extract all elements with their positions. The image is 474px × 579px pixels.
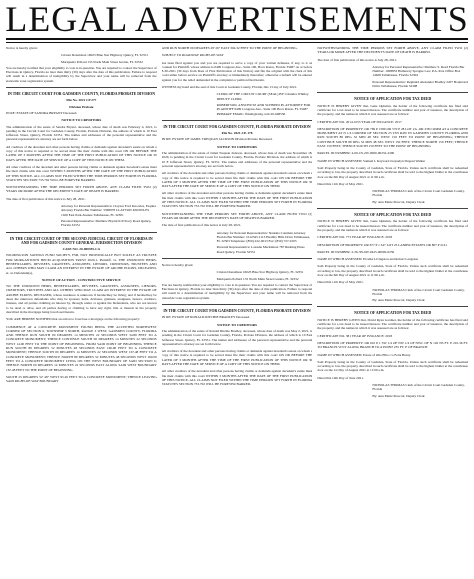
notice-signature: Mariquetta Pollard 133 North Main Street Gretna, FL 32332 xyxy=(216,276,299,281)
notice-paragraph: NAME IN WHICH ASSESSED: Estate of Otis Ellis c/o Fetta Henry xyxy=(317,352,411,357)
notice-paragraph: The administration of the estate of Jamel Trequan Jackson, deceased, whose date of death was November 18, 2020, is pending in the Circuit Court for Gadsden County, Florida, Probate Division, the address of which is 10 E Jefferson Street, Quincy, FL 32351. The names and addresses of the personal representative and the personal representative's attorney are set forth below. xyxy=(161,151,313,168)
notice-paragraph: YOU ARE HEREBY NOTIFIED that an action to foreclose a mortgage on the following property: xyxy=(6,317,140,322)
notice-paragraph: PARCEL ID NUMBER: 4-09-1N-2W-0000-00232-2300 xyxy=(317,151,395,156)
notice-signature: ROBERTSON, ANSCHUTZ AND SCHNEID PL ATTORNEY FOR PLAINTIFF 6409 Congress Ave., Suite 100 Boca Raton, FL 33487 PRIMARY EMAIL: flmail@raslg.com 20-048556 xyxy=(216,102,311,116)
notice-caption: NOTICE TO CREDITORS xyxy=(217,322,257,327)
notice-paragraph: has been filed against you and you are required to serve a copy of your written defenses, if any, to it on counsel for Plaintiff, whose address is 6409 Congress Ave., Suite 100, Boca Raton, Florida 33487 on or before 8-30-2021 (30 days from Date of First Publication of this Notice) and file the original with the clerk of this court either before service on Plaintiff's attorney or immediately thereafter; otherwise a default will be entered against you for the relief demanded in the complaint or petition filed herein. xyxy=(161,60,313,82)
notice-paragraph: Dated this 14th Day of June 2021. xyxy=(317,375,364,380)
notice-heading: IN THE CIRCUIT COURT FOR GADSDEN COUNTY, FLORIDA PROBATE DIVISION xyxy=(7,92,155,97)
notice-paragraph: CERTIFICATE NO. 2014-1055 YEAR OF ISSUANCE: 2017 xyxy=(317,119,402,124)
notice-separator xyxy=(162,120,313,121)
notice-heading: IN THE CIRCUIT COURT FOR GADSDEN COUNTY, FLORIDA PROBATE DIVISION xyxy=(163,309,311,314)
notice-paragraph: Said Property being in the County of Gadsden, State of Florida. Unless such certificate shall be redeemed according to law, the property described in such certificate shall be sold to the highest bidder at the courthouse door on the 6th Day of August 2021 at 11:00 a.m. xyxy=(317,264,469,277)
masthead-title: LEGAL ADVERTISEMENTS xyxy=(5,0,469,39)
column-3 xyxy=(317,46,468,579)
notice-signature: NICHOLAS THOMAS Clerk of the Circuit Court Gadsden County, Florida xyxy=(372,287,465,296)
notice-signature: By: Ann Marie Prescott, Deputy Clerk xyxy=(372,298,425,303)
notice-caption: File No. 2021 CP 277 xyxy=(66,98,97,103)
notice-paragraph: Said Property being in the County of Gadsden, State of Florida. Unless such certificate shall be redeemed according to law, the property described in such certificate shall be sold to the highest bidder at the courthouse door on the 6th Day of August 2021 at 11:00 a.m. xyxy=(317,165,469,179)
notice-paragraph: SUBJECT TO ROADWAY RIGHT-OF-WAY xyxy=(161,53,224,58)
notice-paragraph: NOTWITHSTANDING THE TIME PERIODS SET FORTH ABOVE, ANY CLAIM FILED TWO (2) YEARS OR MORE AFTER THE DECEDENT'S DATE OF DEATH IS BARRED. xyxy=(6,185,157,194)
notice-separator xyxy=(317,306,468,307)
notice-heading: IN THE CIRCUIT COURT OF THE SECOND JUDICIAL CIRCUIT OF FLORIDA IN AND FOR GADSDEN COUNTY GENERAL JURISDICTION DIVISION xyxy=(10,236,153,245)
notice-paragraph: All creditors of the decedent and other persons having claims or demands against decedent's estate on whom a copy of this notice is required to be served must file their claims with this court ON OR BEFORE THE LATER OF 3 MONTHS AFTER THE TIME OF THE FIRST PUBLICATION OF THIS NOTICE OR 30 DAYS AFTER THE DATE OF SERVICE OF A COPY OF THIS NOTICE ON THEM. xyxy=(161,171,313,189)
notice-paragraph: COMMENCE AT A CONCRETE MONUMENT FOUND BEING THE ACCEPTED NORTHWEST CORNER OF SECTION 6, TOWNSHIP 3 NORTH, RANGE 3 WEST, GADSDEN COUNTY, FLORIDA AND THENCE RUN SOUTH 00 DEGREES 14 MINUTES 22 SECONDS WEST 34.86 FEET TO A CONCRETE MONUMENT; THENCE CONTINUE SOUTH 00 DEGREES 14 MINUTES 22 SECONDS WEST 14.00 FEET TO THE POINT OF BEGINNING. FROM SAID POINT OF BEGINNING THENCE RUN SOUTH 89 DEGREES 52 MINUTES 48 SECONDS EAST 160.00 FEET TO A CONCRETE MONUMENT; THENCE SOUTH 00 DEGREES 14 MINUTES 22 SECONDS WEST 167.48 FEET TO A CONCRETE MONUMENT; THENCE NORTH 89 DEGREES 52 MINUTES 48 SECONDS WEST 160.00 FEET TO A CONCRETE MONUMENT LYING ON THE WEST BOUNDARY OF SAID SECTION 6; THENCE NORTH 00 DEGREES 14 MINUTES 22 SECONDS EAST ALONG SAID WEST BOUNDARY 167.48 FEET TO THE POINT OF BEGINNING. xyxy=(6,324,157,372)
notice-paragraph: NAME IN WHICH ASSESSED: Samuel L Kayward Jacquelyn Dupont Walker xyxy=(317,158,426,163)
notice-separator xyxy=(6,87,157,88)
notice-caption: NOTICE TO CREDITORS xyxy=(217,144,257,149)
notice-paragraph: All other creditors of the decedent and other persons having claims or demands against decedent's estate must file their claims with this court WITHIN 3 MONTHS AFTER THE DATE OF THE FIRST PUBLICATION OF THIS NOTICE. ALL CLAIMS NOT FILED WITHIN THE TIME PERIODS SET FORTH IN FLORIDA STATUTES SECTION 733.702 WILL BE FOREVER BARRED. xyxy=(161,191,313,209)
notice-signature: Attorney for Personal Representative: Clayton Ford Knowles, Esquire Attorney Florida Bar Number: 3368978 CLAYTON KNOWLES 1026 East Park Avenue Tallahassee, FL 32301 xyxy=(61,204,157,217)
notice-signature: By: Ann Marie Prescott, Deputy Clerk xyxy=(372,199,425,204)
notice-paragraph: NOTICE IS HEREBY GIVEN that, Gene Ophelan, the holder of the following certificate has filed said certificate for a tax deed to be issued thereon. The certificate number and year of issuance, the description of the property, and the names in which it was assessed are as follows: xyxy=(317,219,469,232)
notice-paragraph: The date of first publication of this notice is July 28, 2021. xyxy=(161,223,242,228)
notice-heading: NOTICE OF APPLICATION FOR TAX DEED xyxy=(354,213,432,218)
notice-separator xyxy=(317,208,468,209)
notice-paragraph: CERTIFICATE NO. 773 YEAR OF ISSUANCE: 2018 xyxy=(317,235,393,240)
notice-paragraph: NOTWITHSTANDING THE TIME PERIODS SET FORTH ABOVE, ANY CLAIM FILED TWO (2) YEARS OR MORE AFTER THE DECEDENT'S DATE OF DEATH IS BARRED. xyxy=(161,211,313,220)
notice-paragraph: SOUTH 25 DEGREES 52' 48" WEST 95.20 FEET TO A CONCRETE MONUMENT; THENCE LEAVING SAID RIGHT-OF-WAY BOUNDARY xyxy=(6,374,157,384)
notice-paragraph: All other creditors of the decedent and other persons having claims or demands against decedent's estate must file their claims with this court WITHIN 3 MONTHS AFTER THE DATE OF THE FIRST PUBLICATION OF THIS NOTICE. ALL CLAIMS NOT FILED WITHIN THE TIME PERIODS SET FORTH IN FLORIDA STATUTES SECTION 733.702 WILL BE FOREVER BARRED. xyxy=(161,369,313,387)
notice-paragraph: PARCEL ID NUMBER: 2-36-3N-6W-0425-00000-0250 xyxy=(317,249,395,254)
notice-signature: CLERK OF THE CIRCUIT COURT (SEAL) BY: Chandra Whitley DEPUTY CLERK xyxy=(216,92,309,101)
notice-paragraph: You are hereby notified that your eligibility to vote is in question. You are required to contact the Supervisor of Elections in Quincy, Florida no later than thirty (30) days after the date of this publication. Failure to respond will result in a determination of ineligibility by the Supervisor and your name will be removed from the statewide voter registration system. xyxy=(161,282,313,300)
notice-separator xyxy=(317,92,468,93)
notice-paragraph: The administration of the estate of Ronald Ritchie Bradley, deceased, whose date of death was May 2, 2021, is pending in the Circuit Court for Gadsden County, Florida, Probate Division, the address of which is 10 East Jefferson Street, Quincy, FL 32351. The names and addresses of the personal representative and the personal representative's attorney are set forth below. xyxy=(161,328,313,346)
notice-paragraph: NOTICE IS HEREBY GIVEN that, David Ryan Gardner, the holder of the following certificate has filed said certificate for a tax deed to be issued thereon. The certificate number and year of issuance, the description of the property, and the names in which it was assessed are as follows: xyxy=(317,317,469,331)
notice-signature: Cristan Donaldson 16025 Blue Star Highway Quincy, FL 32351 xyxy=(216,270,304,275)
notice-caption: File No. 2021-CP-178 xyxy=(221,131,253,136)
notice-paragraph: NOTWITHSTANDING THE TIME PERIODS SET FORTH ABOVE, ANY CLAIM FILED TWO (2) YEARS OR MORE AFTER THE DECEDENT'S DATE OF DEATH IS BARRED. xyxy=(317,46,469,55)
column-2 xyxy=(162,46,313,579)
notice-signature: Attorney for Personal Representative: Matthew S. Reed Florida Bar Number: 1008853 Hathaway Sprague Law, P.A. Post Office Box 14628 Tallahassee, Florida 32304 xyxy=(372,64,465,78)
notice-paragraph: Notice is hereby given: xyxy=(6,46,38,50)
notice-paragraph: NOTICE IS HEREBY GIVEN that, Gene Ophelan, the holder of the following certificate has filed said certificate for a tax deed to be issued thereon. The certificate number and year of issuance, the description of the property, and the names in which it was assessed are as follows: xyxy=(317,103,469,117)
columns xyxy=(6,46,468,579)
notice-paragraph: The date of first publication of this notice is July 28, 2021. xyxy=(317,57,397,62)
notice-paragraph: WITNESS my hand and the seal of this Court at Gadsden County, Florida, this 13 day of July 2021. xyxy=(161,85,298,90)
notice-paragraph: The date of first publication of this notice is July 28, 2021. xyxy=(6,196,86,201)
notice-signature: Attorney for Personal Representative: Natasha Coleman Attorney Florida Bar Number: 1012345 2113 Healthy Hills Drive Tallahassee, FL 32303 Telephone: (850) 222-0013 Fax: (850) 727-0105 xyxy=(216,230,311,244)
notice-paragraph: NAME IN WHICH ASSESSED: Elcalka Livingston and Robert Langston xyxy=(317,257,419,262)
notice-paragraph: DESCRIPTION OF PROPERTY: OR 769 P 1580 OR 570 P 28 LOT 2A -OR 238 COMM AT A CONCRETE MONUMENT AT N 1/4 CORNER OF SECTION 25 T3N R4W IN GADSDEN COUNTY FLORIDA AND RUN SOUTH 89 DEG 52 MIN 48 SEC WEST 150 FEET TO POINT OF BEGINNING; THENCE CONTINUE SOUTH 89 DEG 52 MIN 48 SEC WEST 150 FEET; THENCE NORTH 150 FEET; THENCE EAST 150 FEET; THENCE SOUTH 150 FEET TO THE POINT OF BEGINNING xyxy=(317,126,469,149)
notice-paragraph: IN RE: ESTATE OF RONALD RITCHIE BRADLEY Deceased. xyxy=(161,315,250,320)
notice-signature: NICHOLAS THOMAS Clerk of the Circuit Court Gadsden County, Florida xyxy=(372,189,465,198)
notice-separator xyxy=(162,258,313,259)
notice-paragraph: IN RE: ESTATE OF SANDRA BRYANT Deceased. xyxy=(6,110,78,115)
notice-heading: NOTICE OF APPLICATION FOR TAX DEED xyxy=(354,311,432,316)
notice-paragraph: All creditors of the decedent and other persons having claims or demands against decedent's estate on whom a copy of this notice is required to be served must file their claims with this court ON OR BEFORE THE LATER OF 3 MONTHS AFTER THE TIME OF THE FIRST PUBLICATION OF THIS NOTICE OR 30 DAYS AFTER THE DATE OF SERVICE OF A COPY OF THIS NOTICE ON THEM. xyxy=(161,349,313,367)
notice-separator xyxy=(6,232,157,233)
column-1 xyxy=(6,46,157,579)
notice-paragraph: TO: THE UNKNOWN HEIRS, BENEFICIARIES, DEVISEES, GRANTEES, ASSIGNEES, LIENORS, CREDITORS, TRUSTEES AND ALL OTHERS WHO MAY CLAIM AN INTEREST IN THE ESTATE OF ARCHIE ELKINS, DECEASED, whose residence is unknown if he/she/they be living; and if he/she/they be dead, the unknown defendants who may be spouses, heirs, devisees, grantees, assignees, lienors, creditors, trustees, and all parties claiming an interest by, through, under or against the Defendants, who are not known to be dead or alive, and all parties having or claiming to have any right, title or interest in the property described in the mortgage being foreclosed herein. xyxy=(6,284,157,314)
notice-paragraph: DESCRIPTION OF PROPERTY: OR 610 P 1 SW 1/4 OF NW 1/4 OF NWC OF N 102 NS FT. E 201.36 FT. TO BRANCH, W/LY ALONG BRANCH TO A POINT 235 FT. E OF BRANCH xyxy=(317,340,469,350)
notice-paragraph: CERTIFICATE NO. 381 YEAR OF ISSUANCE: 2018 xyxy=(317,333,393,338)
notice-paragraph: Notice is hereby given: xyxy=(161,262,194,267)
masthead-rule xyxy=(6,42,468,43)
notice-paragraph: All other creditors of the decedent and other persons having claims or demands against decedent's estate must file their claims with this court WITHIN 3 MONTHS AFTER THE DATE OF THE FIRST PUBLICATION OF THIS NOTICE. ALL CLAIMS NOT FILED WITHIN THE TIME PERIODS SET FORTH IN FLORIDA STATUTES SECTION 733.702 WILL BE FOREVER BARRED. xyxy=(6,164,157,182)
notice-heading: NOTICE OF APPLICATION FOR TAX DEED xyxy=(354,97,432,102)
notice-signature: NICHOLAS THOMAS Clerk of the Circuit Court Gadsden County, Florida xyxy=(372,383,465,392)
notice-signature: Cristan Donaldson 16025 Blue Star Highway Quincy, FL 32351 xyxy=(61,53,148,58)
notice-paragraph: You are hereby notified that your eligibility to vote is in question. You are required to contact the Supervisor of Elections in Quincy, Florida no later than thirty (30) days after the date of this publication. Failure to respond will result in a determination of ineligibility by the Supervisor and your name will be removed from the statewide voter registration system. xyxy=(6,65,157,83)
notice-signature: Personal Representative: Matthew Bryant 619 Stacy Road Quincy, Florida 32351 xyxy=(61,218,152,228)
notice-caption: NOTICE OF ACTION - CONSTRUCTIVE SERVICE xyxy=(41,277,121,282)
notice-paragraph: DESCRIPTION OF PROPERTY: OR 677 P 1 347 LOT 25 LANIER ESTATES OR 807 P 2141 xyxy=(317,242,448,247)
notice-signature: Mariquetta Pollard 133 North Main Street Gretna, FL 32332 xyxy=(61,59,143,64)
notice-paragraph: WILMINGTON SAVINGS FUND SOCIETY, FSB, NOT INDIVIDUALLY BUT SOLELY AS TRUSTEE FOR MORGANTOWN HECM ACQUISITION TRUST 2020-1, Plaintiff, vs. THE UNKNOWN HEIRS, BENEFICIARIES, DEVISEES, GRANTEES, ASSIGNEES, LIENORS, CREDITORS, TRUSTEES AND ALL OTHERS WHO MAY CLAIM AN INTEREST IN THE ESTATE OF ARCHIE ELKINS, DECEASED, et. al. Defendant(s), xyxy=(6,253,157,275)
notice-signature: Personal Representative: Lasasha Mackinnon 787 Rushing Pines Road Quincy, Florida 32351 xyxy=(216,245,305,254)
notice-paragraph: AND RUN NORTH 00 DEGREES 28' 26" EAST 304.32 FEET TO THE POINT OF BEGINNING. xyxy=(161,46,298,50)
notice-caption: NOTICE TO CREDITORS xyxy=(61,118,102,123)
notice-paragraph: Dated this 11th Day of May 2021. xyxy=(317,181,364,186)
notice-paragraph: All creditors of the decedent and other persons having claims or demands against decedent's estate on whom a copy of this notice is required to be served must file their claims with this court ON OR BEFORE THE LATER OF 3 MONTHS AFTER THE TIME OF THE FIRST PUBLICATION OF THIS NOTICE OR 30 DAYS AFTER THE DATE OF SERVICE OF A COPY OF THIS NOTICE ON THEM. xyxy=(6,144,157,162)
notice-paragraph: The administration of the estate of Sandra Bryant, deceased, whose date of death was February 4, 2021, is pending in the Circuit Court for Gadsden County, Florida, Probate Division, the address of which is 10 East Jefferson Street, Quincy, Florida 32351. The names and addresses of the personal representative and the personal representative's attorney are set forth below. xyxy=(6,124,157,142)
notice-caption: Division Probate xyxy=(69,104,94,109)
notice-paragraph: IN RE: ESTATE OF JAMEL TREQUAN JACKSON Division Probate Deceased. xyxy=(161,137,273,142)
notice-signature: By: Ann Marie Prescott, Deputy Clerk xyxy=(372,393,425,398)
notice-heading: IN THE CIRCUIT COURT FOR GADSDEN COUNTY, FLORIDA PROBATE DIVISION xyxy=(163,124,311,129)
notice-separator xyxy=(162,304,313,305)
notice-paragraph: Said Property being in the County of Gadsden, State of Florida. Unless such certificate shall be redeemed according to law, the property described in such certificate shall be sold to the highest bidder at the courthouse door on the 1st Day of August 2021 at 11:00 a.m. xyxy=(317,359,469,373)
notice-paragraph: Dated this 11th Day of May 2021. xyxy=(317,280,364,285)
notice-caption: CASE NO. 20-000355-CA xyxy=(62,247,101,252)
masthead xyxy=(6,0,468,40)
notice-signature: Personal Representative: Reginald Alexander Bradley 2207 Boulevard Drive Tallahassee, Florida 32308 xyxy=(372,79,469,89)
